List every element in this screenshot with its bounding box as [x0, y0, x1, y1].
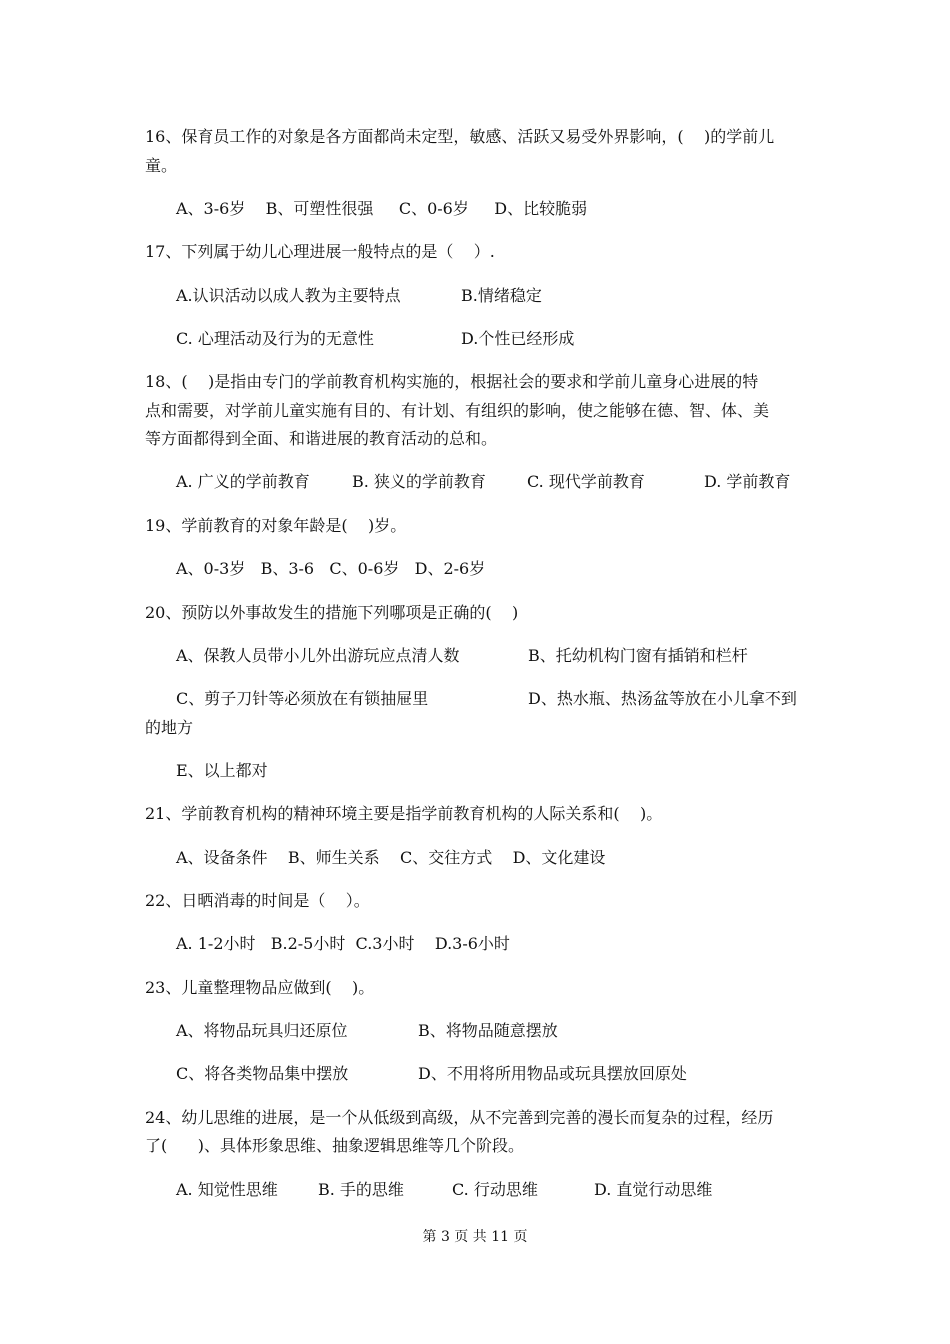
- q18-option-a: A. 广义的学前教育: [176, 472, 310, 491]
- q21-options: A、设备条件 B、师生关系 C、交往方式 D、文化建设: [176, 848, 606, 867]
- q20-option-e: E、以上都对: [176, 761, 268, 780]
- q20-option-a: A、保教人员带小儿外出游玩应点清人数: [176, 646, 460, 665]
- q24-stem-line2: 了( )、具体形象思维、抽象逻辑思维等几个阶段。: [145, 1136, 525, 1155]
- q20-option-d-continued: 的地方: [145, 718, 194, 737]
- q24-option-c: C. 行动思维: [452, 1180, 538, 1199]
- q16-options: A、3-6岁 B、可塑性很强 C、0-6岁 D、比较脆弱: [176, 199, 588, 218]
- q16-stem-line2: 童。: [145, 156, 178, 175]
- q18-option-c: C. 现代学前教育: [527, 472, 645, 491]
- q18-stem-line3: 等方面都得到全面、和谐进展的教育活动的总和。: [145, 429, 498, 448]
- q17-stem: 17、下列属于幼儿心理进展一般特点的是（ ）.: [145, 242, 495, 261]
- q22-stem: 22、日晒消毒的时间是（ ）。: [145, 891, 370, 910]
- q23-option-a: A、将物品玩具归还原位: [176, 1021, 348, 1040]
- q20-option-c: C、剪子刀针等必须放在有锁抽屉里: [176, 689, 429, 708]
- q20-option-b: B、托幼机构门窗有插销和栏杆: [528, 646, 748, 665]
- q17-option-c: C. 心理活动及行为的无意性: [176, 329, 374, 348]
- page-number-footer: 第 3 页 共 11 页: [422, 1229, 528, 1245]
- q17-option-a: A.认识活动以成人教为主要特点: [176, 286, 401, 305]
- q18-stem-line1: 18、( )是指由专门的学前教育机构实施的，根据社会的要求和学前儿童身心进展的特: [145, 372, 759, 391]
- q23-option-c: C、将各类物品集中摆放: [176, 1064, 349, 1083]
- q20-option-d: D、热水瓶、热汤盆等放在小儿拿不到: [528, 689, 797, 708]
- q18-option-d: D. 学前教育: [704, 472, 791, 491]
- q22-options: A. 1-2小时 B.2-5小时 C.3小时 D.3-6小时: [176, 934, 510, 953]
- q21-stem: 21、学前教育机构的精神环境主要是指学前教育机构的人际关系和( )。: [145, 804, 663, 823]
- q23-option-d: D、不用将所用物品或玩具摆放回原处: [418, 1064, 687, 1083]
- q19-options: A、0-3岁 B、3-6 C、0-6岁 D、2-6岁: [176, 559, 486, 578]
- q18-option-b: B. 狭义的学前教育: [352, 472, 486, 491]
- q16-stem-line1: 16、保育员工作的对象是各方面都尚未定型，敏感、活跃又易受外界影响，( )的学前儿: [145, 127, 775, 146]
- q24-option-b: B. 手的思维: [318, 1180, 404, 1199]
- q19-stem: 19、学前教育的对象年龄是( )岁。: [145, 516, 407, 535]
- q17-option-d: D.个性已经形成: [461, 329, 575, 348]
- q23-stem: 23、儿童整理物品应做到( )。: [145, 978, 375, 997]
- q24-option-d: D. 直觉行动思维: [594, 1180, 713, 1199]
- q18-stem-line2: 点和需要，对学前儿童实施有目的、有计划、有组织的影响，使之能够在德、智、体、美: [145, 401, 770, 420]
- q23-option-b: B、将物品随意摆放: [418, 1021, 558, 1040]
- q17-option-b: B.情绪稳定: [461, 286, 542, 305]
- q24-stem-line1: 24、幼儿思维的进展，是一个从低级到高级，从不完善到完善的漫长而复杂的过程，经历: [145, 1108, 774, 1127]
- q24-option-a: A. 知觉性思维: [176, 1180, 278, 1199]
- q20-stem: 20、预防以外事故发生的措施下列哪项是正确的( ): [145, 603, 519, 622]
